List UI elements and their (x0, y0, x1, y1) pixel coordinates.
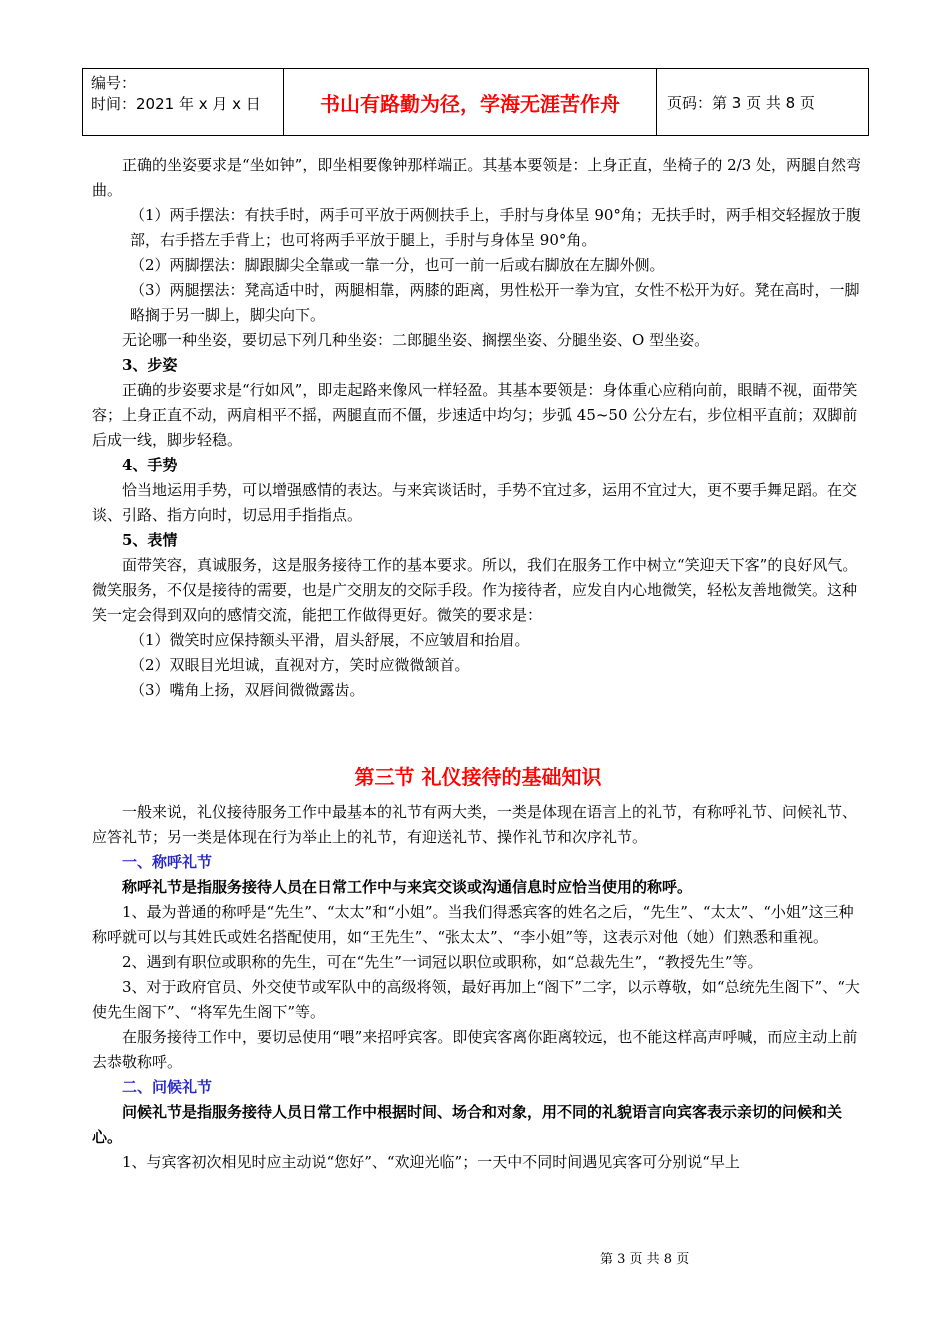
smile-item-1: （1）微笑时应保持额头平滑，眉头舒展，不应皱眉和抬眉。 (130, 631, 530, 649)
document-date: 时间：2021 年 x 月 x 日 (91, 95, 261, 113)
address-definition: 称呼礼节是指服务接待人员在日常工作中与来宾交谈或沟通信息时应恰当使用的称呼。 (122, 878, 693, 896)
address-item-1: 1、最为普通的称呼是“先生”、“太太”和“小姐”。当我们得悉宾客的姓名之后，“先生”、“太太”、“小姐”这三种称呼就可以与其姓氏或姓名搭配使用，如“王先生”、“张太太”、“李小姐”等，这表示对他（她）们熟悉和重视。 (92, 903, 854, 946)
header-page-number: 页码：第 3 页 共 8 页 (667, 93, 815, 112)
sitting-item-feet: （2）两脚摆法：脚跟脚尖全靠或一靠一分，也可一前一后或右脚放在左脚外侧。 (130, 256, 665, 274)
header-motto: 书山有路勤为径，学海无涯苦作舟 (284, 69, 657, 135)
gesture-heading: 4、手势 (122, 456, 178, 474)
gesture-text: 恰当地运用手势，可以增强感情的表达。与来宾谈话时，手势不宜过多，运用不宜过大，更不要手舞足蹈。在交谈、引路、指方向时，切忌用手指指点。 (92, 481, 858, 524)
address-heading: 一、称呼礼节 (122, 853, 213, 871)
greeting-heading: 二、问候礼节 (122, 1078, 213, 1096)
section-title: 第三节 礼仪接待的基础知识 (354, 765, 602, 789)
address-item-3: 3、对于政府官员、外交使节或军队中的高级将领，最好再加上“阁下”二字，以示尊敬，如“总统先生阁下”、“大使先生阁下”、“将军先生阁下”等。 (92, 978, 860, 1021)
section-intro: 一般来说，礼仪接待服务工作中最基本的礼节有两大类，一类是体现在语言上的礼节，有称呼礼节、问候礼节、应答礼节；另一类是体现在行为举止上的礼节，有迎送礼节、操作礼节和次序礼节。 (92, 803, 858, 846)
walking-text: 正确的步姿要求是“行如风”，即走起路来像风一样轻盈。其基本要领是：身体重心应稍向前，眼睛不视，面带笑容；上身正直不动，两肩相平不摇，两腿直而不僵，步速适中均匀；步弧 45~50 公分左右，步位相平直前；双脚前后成一线，脚步轻稳。 (92, 381, 858, 449)
greeting-item-1: 1、与宾客初次相见时应主动说“您好”、“欢迎光临”；一天中不同时间遇见宾客可分别说“早上 (122, 1153, 740, 1171)
address-closing: 在服务接待工作中，要切忌使用“喂”来招呼宾客。即使宾客离你距离较远，也不能这样高声呼喊，而应主动上前去恭敬称呼。 (92, 1028, 858, 1071)
page-footer: 第 3 页 共 8 页 (600, 1252, 690, 1267)
expression-heading: 5、表情 (122, 531, 178, 549)
walking-heading: 3、步姿 (122, 356, 178, 374)
document-body (92, 153, 864, 1175)
smile-item-2: （2）双眼目光坦诚，直视对方，笑时应微微颔首。 (130, 656, 470, 674)
sitting-intro: 正确的坐姿要求是“坐如钟”，即坐相要像钟那样端正。其基本要领是：上身正直，坐椅子的 2/3 处，两腿自然弯曲。 (92, 156, 862, 199)
sitting-warning: 无论哪一种坐姿，要切忌下列几种坐姿：二郎腿坐姿、搁摆坐姿、分腿坐姿、O 型坐姿。 (122, 331, 710, 349)
greeting-definition: 问候礼节是指服务接待人员日常工作中根据时间、场合和对象，用不同的礼貌语言向宾客表示亲切的问候和关心。 (92, 1103, 843, 1146)
page-header (82, 68, 869, 136)
expression-text: 面带笑容，真诚服务，这是服务接待工作的基本要求。所以，我们在服务工作中树立“笑迎天下客”的良好风气。微笑服务，不仅是接待的需要，也是广交朋友的交际手段。作为接待者，应发自内心地微笑，轻松友善地微笑。这种笑一定会得到双向的感情交流，能把工作做得更好。微笑的要求是： (92, 556, 858, 624)
smile-item-3: （3）嘴角上扬，双唇间微微露齿。 (130, 681, 365, 699)
sitting-item-legs: （3）两腿摆法：凳高适中时，两腿相靠，两膝的距离，男性松开一拳为宜，女性不松开为好。凳在高时，一脚略搁于另一脚上，脚尖向下。 (130, 281, 860, 324)
document-number: 编号： (91, 74, 137, 92)
address-item-2: 2、遇到有职位或职称的先生，可在“先生”一词冠以职位或职称，如“总裁先生”，“教授先生”等。 (122, 953, 763, 971)
sitting-item-hands: （1）两手摆法：有扶手时，两手可平放于两侧扶手上，手肘与身体呈 90°角；无扶手时，两手相交轻握放于腹部，右手搭左手背上；也可将两手平放于腿上，手肘与身体呈 90°角。 (130, 206, 861, 249)
header-meta (83, 69, 284, 135)
